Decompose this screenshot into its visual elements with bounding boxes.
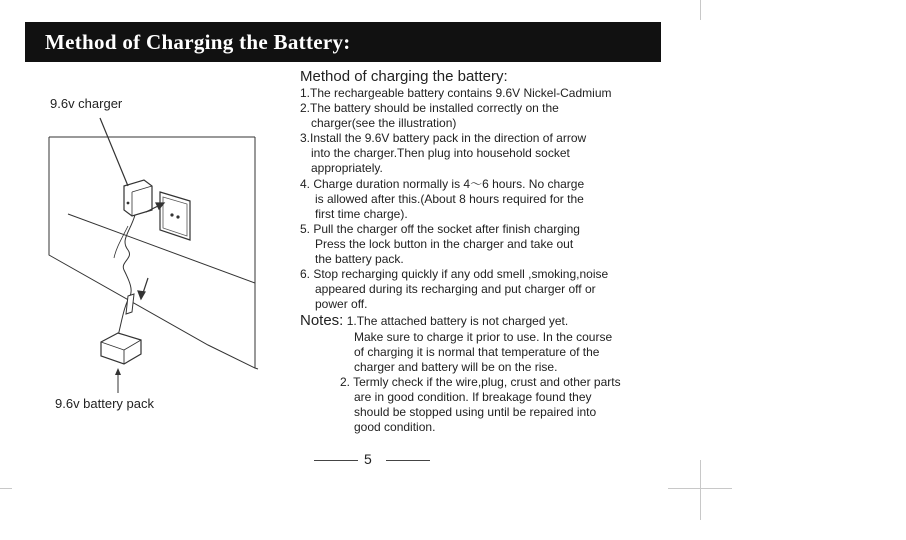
battery-pack	[101, 333, 141, 364]
connector-plug	[126, 294, 134, 314]
instruction-line: power off.	[315, 297, 368, 312]
instruction-line: 6. Stop recharging quickly if any odd smell ,smoking,noise	[300, 267, 609, 282]
instructions	[300, 68, 680, 435]
wall-left-edge	[49, 137, 258, 369]
charger-label: 9.6v charger	[50, 96, 123, 111]
note-line: 2. Termly check if the wire,plug, crust and other parts	[340, 374, 621, 389]
instruction-line: the battery pack.	[315, 252, 404, 267]
instruction-line: charger(see the illustration)	[311, 116, 457, 131]
instruction-line: 3.Install the 9.6V battery pack in the direction of arrow	[300, 131, 587, 146]
instruction-line: first time charge).	[315, 206, 408, 221]
instruction-line: 5. Pull the charger off the socket after finish charging	[300, 221, 580, 236]
note-line: good condition.	[354, 420, 436, 435]
instruction-line: into the charger.Then plug into household socket	[311, 146, 570, 161]
note-line: should be stopped using until be repaired into	[354, 404, 597, 419]
instruction-line: Press the lock button in the charger and take out	[315, 236, 574, 251]
note-line: are in good condition. If breakage found they	[354, 389, 592, 404]
instruction-line: is allowed after this.(About 8 hours required for the	[315, 191, 584, 206]
notes-row	[300, 313, 680, 329]
wall-outline	[49, 137, 258, 369]
page-number-rule-left	[314, 460, 358, 461]
instruction-line: 4. Charge duration normally is 4～6 hours. No charge	[300, 176, 585, 191]
crop-mark-top	[700, 0, 701, 20]
instruction-line: appropriately.	[311, 161, 383, 176]
instruction-line: appeared during its recharging and put charger off or	[315, 282, 596, 297]
note-line: 1.The attached battery is not charged yet.	[346, 314, 569, 329]
page-title: Method of Charging the Battery:	[45, 30, 351, 54]
page-number: 5	[364, 451, 372, 467]
instructions-subtitle: Method of charging the battery:	[300, 68, 508, 85]
crop-mark-left	[0, 488, 12, 489]
wall-socket	[160, 192, 190, 240]
crop-mark-bottom-vertical	[700, 460, 701, 520]
instruction-line: 1.The rechargeable battery contains 9.6V Nickel-Cadmium	[300, 86, 612, 100]
note-line: Make sure to charge it prior to use. In the course	[354, 329, 613, 344]
charger-label-pointer	[100, 118, 128, 186]
instruction-line: 2.The battery should be installed correctly on the	[300, 101, 559, 116]
crop-mark-bottom-horizontal	[668, 488, 732, 489]
battery-pack-label: 9.6v battery pack	[55, 396, 154, 411]
note-line: charger and battery will be on the rise.	[354, 359, 558, 374]
notes-label: Notes:	[300, 312, 344, 330]
page-number-rule-right	[386, 460, 430, 461]
note-line: of charging it is normal that temperature of the	[354, 344, 600, 359]
